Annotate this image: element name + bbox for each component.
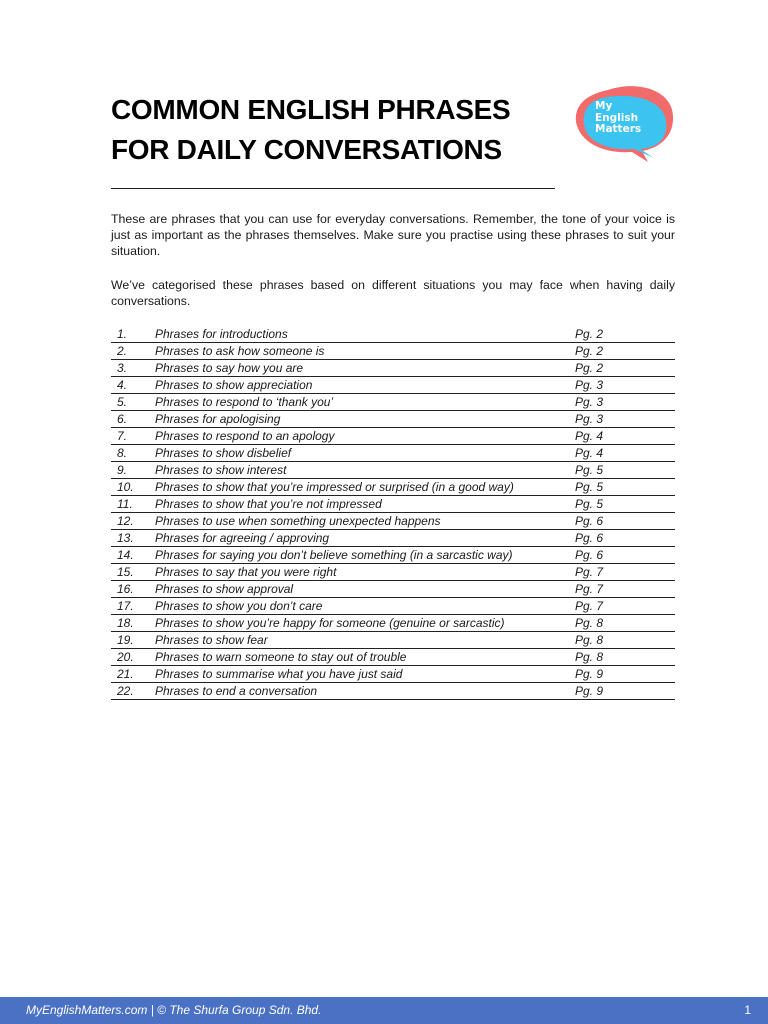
toc-row <box>111 632 675 649</box>
footer-page-number: 1 <box>744 1003 751 1017</box>
toc-number: 22. <box>111 683 155 700</box>
toc-row <box>111 649 675 666</box>
toc-title: Phrases to say how you are <box>155 360 575 377</box>
toc-title: Phrases to warn someone to stay out of trouble <box>155 649 575 666</box>
toc-number: 15. <box>111 564 155 581</box>
toc-page: Pg. 7 <box>575 581 675 598</box>
toc-title: Phrases to show approval <box>155 581 575 598</box>
page-title-line-1: COMMON ENGLISH PHRASES <box>111 94 511 125</box>
toc-page: Pg. 8 <box>575 615 675 632</box>
toc-number: 2. <box>111 343 155 360</box>
toc-page: Pg. 5 <box>575 479 675 496</box>
my-english-matters-logo <box>568 82 678 164</box>
table-of-contents-body <box>111 326 675 700</box>
intro-paragraph-2: We’ve categorised these phrases based on different situations you may face when having daily conversations. <box>111 278 675 308</box>
toc-row <box>111 326 675 343</box>
logo-text-line-3: Matters <box>595 123 642 135</box>
toc-page: Pg. 6 <box>575 513 675 530</box>
toc-number: 9. <box>111 462 155 479</box>
toc-number: 3. <box>111 360 155 377</box>
toc-title: Phrases to show that you’re not impressed <box>155 496 575 513</box>
footer-copyright: MyEnglishMatters.com | © The Shurfa Group Sdn. Bhd. <box>26 1003 322 1017</box>
toc-row <box>111 530 675 547</box>
logo-text-line-2: English <box>595 111 639 124</box>
toc-row <box>111 581 675 598</box>
toc-title: Phrases to show that you’re impressed or surprised (in a good way) <box>155 479 575 496</box>
toc-row <box>111 377 675 394</box>
toc-row <box>111 343 675 360</box>
toc-row <box>111 394 675 411</box>
toc-title: Phrases to respond to an apology <box>155 428 575 445</box>
table-of-contents <box>111 326 675 700</box>
toc-page: Pg. 2 <box>575 326 675 343</box>
toc-page: Pg. 5 <box>575 462 675 479</box>
title-underline <box>111 188 555 189</box>
toc-page: Pg. 3 <box>575 394 675 411</box>
toc-page: Pg. 5 <box>575 496 675 513</box>
toc-page: Pg. 4 <box>575 428 675 445</box>
toc-page: Pg. 7 <box>575 598 675 615</box>
toc-title: Phrases for saying you don’t believe something (in a sarcastic way) <box>155 547 575 564</box>
toc-number: 18. <box>111 615 155 632</box>
toc-row <box>111 462 675 479</box>
toc-page: Pg. 4 <box>575 445 675 462</box>
toc-title: Phrases to show you’re happy for someone (genuine or sarcastic) <box>155 615 575 632</box>
toc-title: Phrases to show fear <box>155 632 575 649</box>
toc-title: Phrases to summarise what you have just said <box>155 666 575 683</box>
toc-row <box>111 615 675 632</box>
toc-page: Pg. 8 <box>575 632 675 649</box>
toc-row <box>111 411 675 428</box>
toc-number: 13. <box>111 530 155 547</box>
toc-number: 7. <box>111 428 155 445</box>
toc-page: Pg. 3 <box>575 377 675 394</box>
toc-row <box>111 513 675 530</box>
toc-number: 21. <box>111 666 155 683</box>
toc-page: Pg. 7 <box>575 564 675 581</box>
toc-number: 11. <box>111 496 155 513</box>
toc-row <box>111 547 675 564</box>
toc-title: Phrases to show disbelief <box>155 445 575 462</box>
toc-number: 1. <box>111 326 155 343</box>
toc-title: Phrases to respond to ‘thank you’ <box>155 394 575 411</box>
toc-row <box>111 445 675 462</box>
toc-page: Pg. 9 <box>575 683 675 700</box>
toc-title: Phrases to show you don’t care <box>155 598 575 615</box>
toc-row <box>111 598 675 615</box>
toc-title: Phrases to use when something unexpected happens <box>155 513 575 530</box>
toc-page: Pg. 9 <box>575 666 675 683</box>
toc-row <box>111 683 675 700</box>
toc-page: Pg. 3 <box>575 411 675 428</box>
toc-title: Phrases for agreeing / approving <box>155 530 575 547</box>
toc-number: 12. <box>111 513 155 530</box>
toc-title: Phrases for apologising <box>155 411 575 428</box>
toc-number: 4. <box>111 377 155 394</box>
toc-title: Phrases to end a conversation <box>155 683 575 700</box>
toc-title: Phrases to ask how someone is <box>155 343 575 360</box>
toc-page: Pg. 8 <box>575 649 675 666</box>
toc-number: 19. <box>111 632 155 649</box>
toc-number: 17. <box>111 598 155 615</box>
toc-number: 14. <box>111 547 155 564</box>
logo-text-line-1: My <box>595 100 613 112</box>
toc-number: 6. <box>111 411 155 428</box>
page-title <box>111 90 571 170</box>
toc-title: Phrases for introductions <box>155 326 575 343</box>
toc-title: Phrases to say that you were right <box>155 564 575 581</box>
toc-number: 5. <box>111 394 155 411</box>
toc-number: 16. <box>111 581 155 598</box>
toc-title: Phrases to show interest <box>155 462 575 479</box>
toc-row <box>111 496 675 513</box>
toc-title: Phrases to show appreciation <box>155 377 575 394</box>
logo-text <box>595 101 641 136</box>
toc-page: Pg. 2 <box>575 343 675 360</box>
toc-row <box>111 564 675 581</box>
page-footer <box>0 997 768 1024</box>
toc-row <box>111 666 675 683</box>
toc-number: 10. <box>111 479 155 496</box>
toc-row <box>111 360 675 377</box>
toc-row <box>111 428 675 445</box>
intro-paragraph-1: These are phrases that you can use for everyday conversations. Remember, the tone of your voice is just as important as the phrases themselves. Make sure you practise using these phrases to suit your situation. <box>111 212 675 258</box>
page-title-line-2: FOR DAILY CONVERSATIONS <box>111 134 502 165</box>
toc-page: Pg. 6 <box>575 530 675 547</box>
toc-number: 8. <box>111 445 155 462</box>
toc-row <box>111 479 675 496</box>
toc-page: Pg. 2 <box>575 360 675 377</box>
toc-page: Pg. 6 <box>575 547 675 564</box>
toc-number: 20. <box>111 649 155 666</box>
